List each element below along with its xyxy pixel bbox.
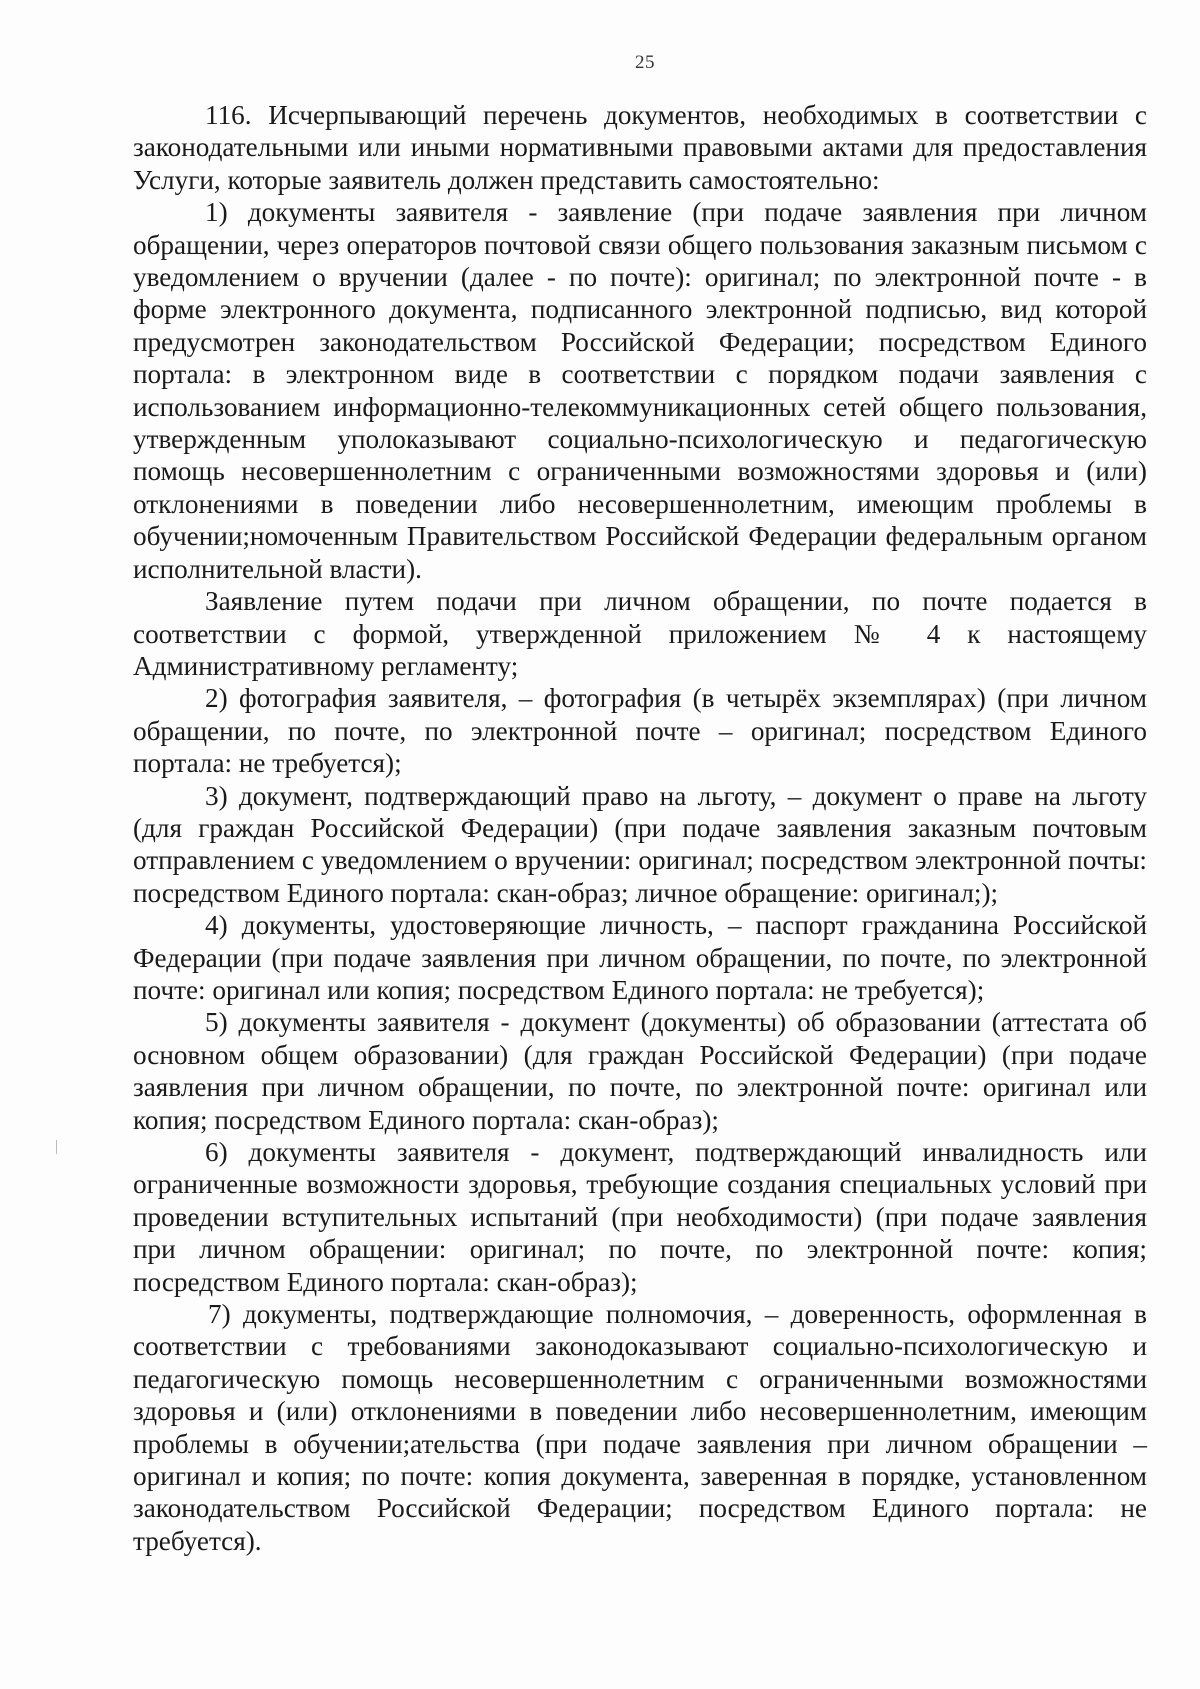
list-item-4: 4) документы, удостоверяющие личность, – паспорт гражданина Российской Федерации (при подаче заявления при личном обращении, по почте, по электронной почте: оригинал или копия; посредством Единого портала: не требуется); — [133, 910, 1147, 1005]
page-number: 25 — [635, 52, 655, 73]
paragraph-116: 116. Исчерпывающий перечень документов, необходимых в соответствии с законодательными или иными нормативными правовыми актами для предоставления Услуги, которые заявитель должен представить самостоятельно: — [133, 100, 1147, 195]
list-item-2: 2) фотография заявителя, – фотография (в четырёх экземплярах) (при личном обращении, по почте, по электронной почте – оригинал; посредством Единого портала: не требуется); — [133, 683, 1147, 779]
list-item-6: 6) документы заявителя - документ, подтверждающий инвалидность или ограниченные возможности здоровья, требующие создания специальных условий при проведении вступительных испытаний (при необходимости) (при подаче заявления при личном обращении: оригинал; по почте, по электронной почте: копия; посредством Единого портала: скан-образ); — [133, 1137, 1147, 1297]
scan-margin-mark — [56, 1140, 57, 1154]
paragraph-statement: Заявление путем подачи при личном обращении, по почте подается в соответствии с формой, утвержденной приложением № 4 к настоящему Административному регламенту; — [133, 586, 1147, 681]
list-item-7: 7) документы, подтверждающие полномочия, – доверенность, оформленная в соответствии с требованиями законодоказывают социально-психологическую и педагогическую помощь несовершеннолетним с ограниченными возможностями здоровья и (или) отклонениями в поведении либо несовершеннолетним, имеющим проблемы в обучении;ательства (при подаче заявления при личном обращении – оригинал и копия; по почте: копия документа, заверенная в порядке, установленном законодательством Российской Федерации; посредством Единого портала: не требуется). — [133, 1299, 1147, 1556]
document-body — [133, 99, 1147, 1557]
list-item-5: 5) документы заявителя - документ (документы) об образовании (аттестата об основном общем образовании) (для граждан Российской Федерации) (при подаче заявления при личном обращении, по почте, по электронной почте: оригинал или копия; посредством Единого портала: скан-образ); — [133, 1007, 1147, 1135]
list-item-3: 3) документ, подтверждающий право на льготу, – документ о праве на льготу (для граждан Российской Федерации) (при подаче заявления заказным почтовым отправлением с уведомлением о вручении: оригинал; посредством электронной почты: посредством Единого портала: скан-образ; личное обращение: оригинал;); — [133, 780, 1147, 908]
list-item-1: 1) документы заявителя - заявление (при подаче заявления при личном обращении, через операторов почтовой связи общего пользования заказным письмом с уведомлением о вручении (далее - по почте): оригинал; по электронной почте - в форме электронного документа, подписанного электронной подписью, вид которой предусмотрен законодательством Российской Федерации; посредством Единого портала: в электронном виде в соответствии с порядком подачи заявления с использованием информационно-телекоммуникационных сетей общего пользования, утвержденным уполоказывают социально-психологическую и педагогическую помощь несовершеннолетним с ограниченными возможностями здоровья и (или) отклонениями в поведении либо несовершеннолетним, имеющим проблемы в обучении;номоченным Правительством Российской Федерации федеральным органом исполнительной власти). — [133, 197, 1147, 584]
